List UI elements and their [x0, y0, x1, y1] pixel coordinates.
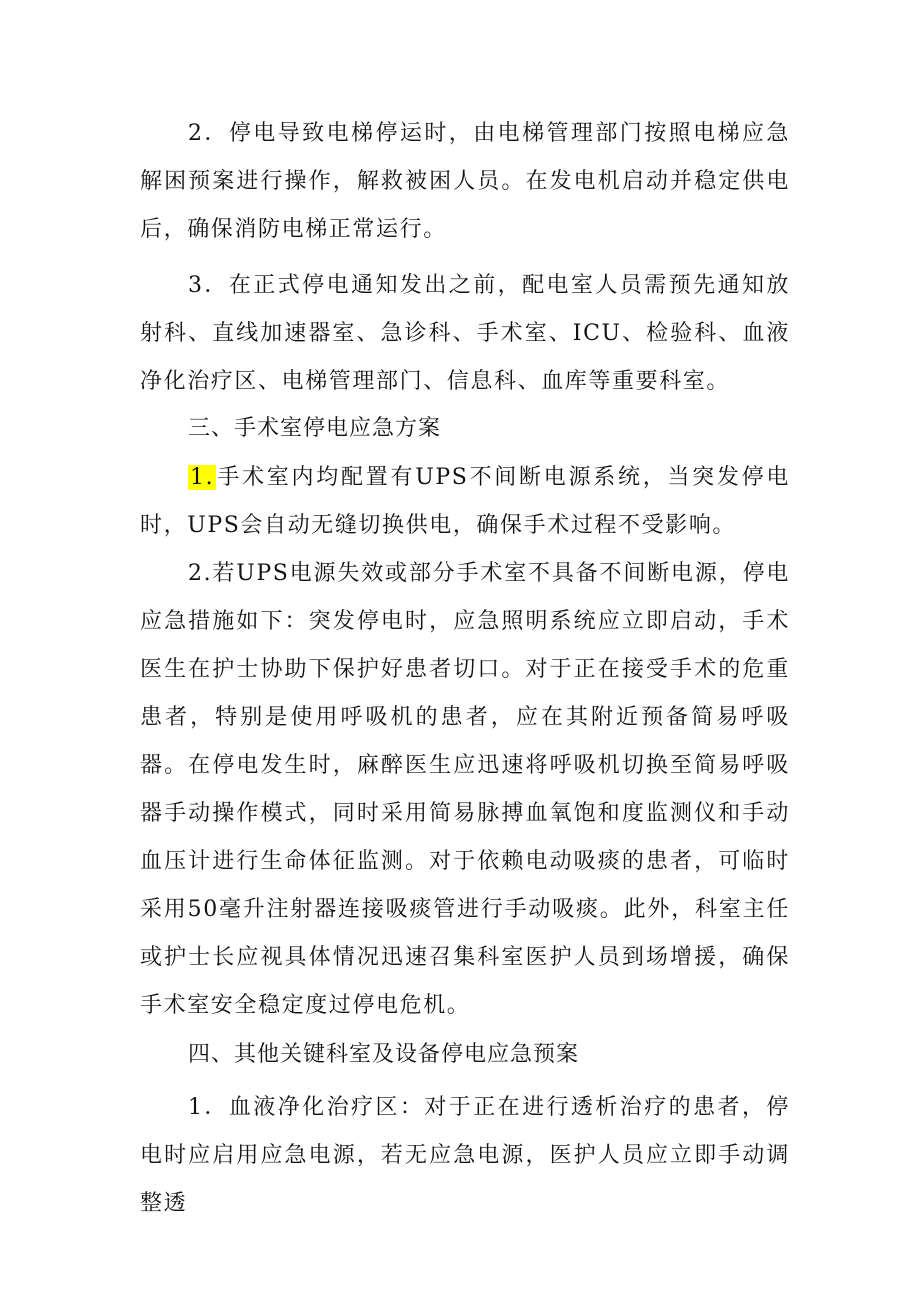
- paragraph-emergency-measures: 2.若UPS电源失效或部分手术室不具备不间断电源，停电应急措施如下：突发停电时，应急照明系统应立即启动，手术医生在护士协助下保护好患者切口。对于正在接受手术的危重患者，特别是使用呼吸机的患者，应在其附近预备简易呼吸器。在停电发生时，麻醉医生应迅速将呼吸机切换至简易呼吸器手动操作模式，同时采用简易脉搏血氧饱和度监测仪和手动血压计进行生命体征监测。对于依赖电动吸痰的患者，可临时采用50毫升注射器连接吸痰管进行手动吸痰。此外，科室主任或护士长应视具体情况迅速召集科室医护人员到场增援，确保手术室安全稳定度过停电危机。: [140, 561, 790, 1018]
- section-heading-4: 四、其他关键科室及设备停电应急预案: [188, 1042, 580, 1067]
- paragraph-blood-purification: 1．血液净化治疗区：对于正在进行透析治疗的患者，停电时应启用应急电源，若无应急电源，医护人员应立即手动调整透: [140, 1095, 790, 1216]
- paragraph-ups-text: 手术室内均配置有UPS不间断电源系统，当突发停电时，UPS会自动无缝切换供电，确保手术过程不受影响。: [140, 465, 790, 538]
- highlighted-item-number: 1.: [190, 465, 215, 490]
- paragraph-elevator: 2．停电导致电梯停运时，由电梯管理部门按照电梯应急解困预案进行操作，解救被困人员。在发电机启动并稳定供电后，确保消防电梯正常运行。: [140, 121, 790, 242]
- paragraph-notification: 3．在正式停电通知发出之前，配电室人员需预先通知放射科、直线加速器室、急诊科、手术室、ICU、检验科、血液净化治疗区、电梯管理部门、信息科、血库等重要科室。: [140, 273, 790, 394]
- paragraph-ups: [140, 454, 790, 550]
- section-heading-3: 三、手术室停电应急方案: [188, 416, 442, 441]
